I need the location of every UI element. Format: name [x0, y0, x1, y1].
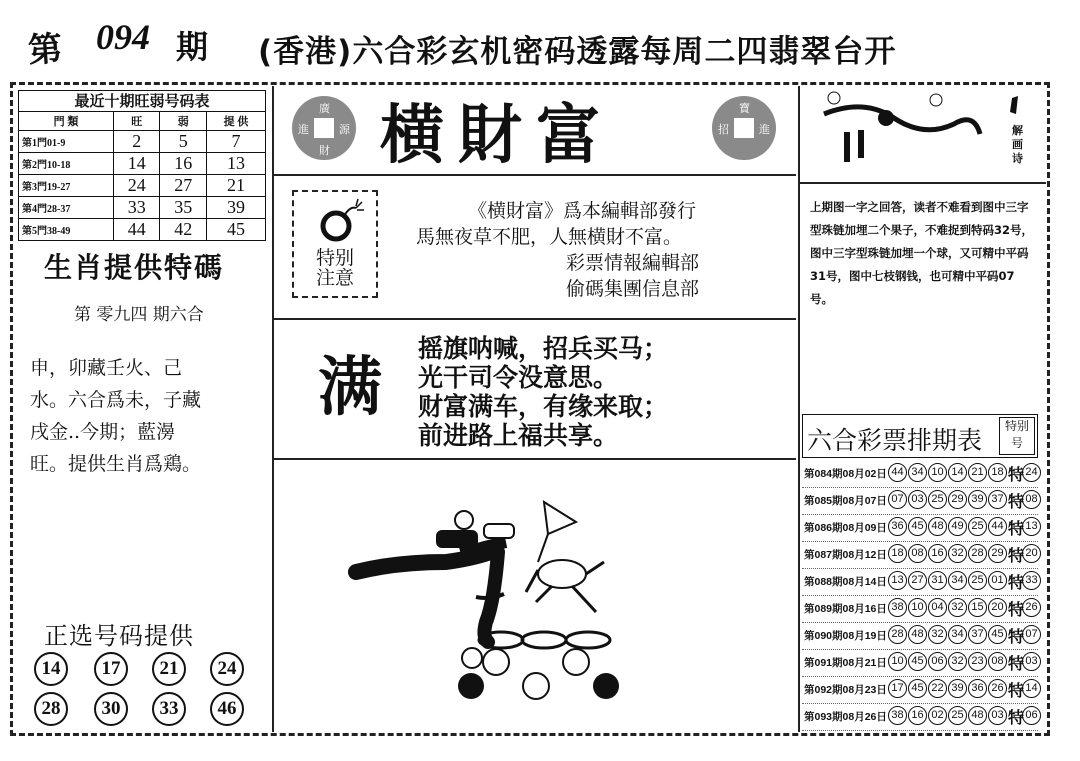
draw-number: 48	[908, 625, 927, 644]
schedule-row	[802, 703, 1038, 731]
zodiac-subtitle: 第 零九四 期六合	[74, 305, 204, 325]
column-header: 旺	[114, 112, 160, 131]
draw-number: 38	[888, 706, 907, 725]
draw-date: 第088期08月14日	[804, 576, 887, 588]
draw-number: 02	[928, 706, 947, 725]
cell: 27	[160, 175, 206, 197]
poem-line: 光干司令没意思。	[418, 363, 619, 392]
schedule-row	[802, 487, 1038, 515]
draw-number: 18	[888, 544, 907, 563]
draw-number: 10	[928, 463, 947, 482]
draw-number: 44	[888, 463, 907, 482]
riddle-illustration	[276, 462, 794, 730]
cell: 14	[114, 153, 160, 175]
special-mark: 特	[1008, 519, 1025, 538]
draw-number: 32	[948, 598, 967, 617]
special-mark: 特	[1008, 708, 1025, 727]
special-number: 07	[1022, 625, 1041, 644]
draw-number: 49	[948, 517, 967, 536]
special-number: 24	[1022, 463, 1041, 482]
draw-number: 16	[908, 706, 927, 725]
intro-line: 偷碼集團信息部	[566, 278, 700, 300]
draw-date: 第091期08月21日	[804, 657, 887, 669]
draw-number: 10	[908, 598, 927, 617]
draw-number: 45	[908, 652, 927, 671]
cell: 21	[206, 175, 265, 197]
special-mark: 特	[1008, 492, 1025, 511]
row-label: 第1門01-9	[19, 131, 114, 153]
cell: 33	[114, 197, 160, 219]
schedule-row	[802, 568, 1038, 596]
special-number: 33	[1022, 571, 1041, 590]
notice-label	[296, 248, 374, 288]
intro-line: 《横財富》爲本編輯部發行	[468, 200, 697, 222]
cell: 35	[160, 197, 206, 219]
draw-number: 48	[968, 706, 987, 725]
notice-line: 注意	[315, 267, 354, 289]
draw-number: 25	[968, 571, 987, 590]
draw-number: 44	[988, 517, 1007, 536]
cell: 2	[114, 131, 160, 153]
cell: 5	[160, 131, 206, 153]
cell: 13	[206, 153, 265, 175]
picks-title: 正选号码提供	[44, 622, 194, 650]
draw-date: 第085期08月07日	[804, 495, 887, 507]
poem-line: 前进路上福共享。	[418, 421, 619, 450]
table-row	[19, 175, 266, 197]
draw-date: 第087期08月12日	[804, 549, 887, 561]
draw-number: 23	[968, 652, 987, 671]
issue-suffix: 期	[176, 29, 209, 65]
draw-number: 25	[928, 490, 947, 509]
hot-cold-table	[18, 90, 266, 241]
coin-icon	[292, 96, 356, 160]
coin-char: 進	[759, 123, 770, 136]
special-number: 13	[1022, 517, 1041, 536]
draw-number: 26	[988, 679, 1007, 698]
column-header: 弱	[160, 112, 206, 131]
draw-number: 29	[948, 490, 967, 509]
coin-icon	[712, 96, 776, 160]
draw-number: 27	[908, 571, 927, 590]
draw-number: 38	[888, 598, 907, 617]
special-mark: 特	[1008, 573, 1025, 592]
schedule-row	[802, 541, 1038, 569]
row-label: 第5門38-49	[19, 219, 114, 241]
special-mark: 特	[1008, 546, 1025, 565]
draw-number: 36	[888, 517, 907, 536]
draw-number: 08	[908, 544, 927, 563]
draw-number: 39	[968, 490, 987, 509]
draw-number: 01	[988, 571, 1007, 590]
special-number: 08	[1022, 490, 1041, 509]
draw-number: 29	[988, 544, 1007, 563]
table-row	[19, 131, 266, 153]
page-title: (香港)六合彩玄机密码透露每周二四翡翠台开	[258, 34, 897, 70]
table-row	[19, 197, 266, 219]
zodiac-line: 水。六合爲未，子藏	[30, 389, 202, 411]
column-header: 門 類	[19, 112, 114, 131]
draw-number: 21	[968, 463, 987, 482]
issue-prefix: 第	[27, 30, 64, 71]
zodiac-title: 生肖提供特碼	[44, 251, 225, 284]
draw-number: 36	[968, 679, 987, 698]
divider	[274, 458, 796, 460]
pick-number: 33	[152, 692, 186, 726]
draw-number: 04	[928, 598, 947, 617]
draw-number: 06	[928, 652, 947, 671]
draw-number: 10	[888, 652, 907, 671]
draw-number: 45	[908, 679, 927, 698]
schedule-row	[802, 460, 1038, 488]
coin-char: 源	[339, 123, 350, 136]
divider	[798, 182, 1046, 184]
cell: 42	[160, 219, 206, 241]
special-number: 14	[1022, 679, 1041, 698]
notice-line: 特别	[315, 247, 354, 269]
draw-number: 45	[988, 625, 1007, 644]
row-label: 第4門28-37	[19, 197, 114, 219]
zodiac-text	[30, 352, 254, 480]
column-header: 提 供	[206, 112, 265, 131]
draw-number: 32	[928, 625, 947, 644]
issue-number: 094	[96, 17, 150, 57]
riddle-picture	[804, 88, 1038, 178]
pick-number: 24	[210, 652, 244, 686]
row-label: 第2門10-18	[19, 153, 114, 175]
draw-number: 08	[988, 652, 1007, 671]
pick-number: 28	[34, 692, 68, 726]
draw-number: 45	[908, 517, 927, 536]
draw-number: 20	[988, 598, 1007, 617]
draw-number: 07	[888, 490, 907, 509]
draw-number: 37	[988, 490, 1007, 509]
draw-number: 32	[948, 652, 967, 671]
draw-number: 34	[948, 625, 967, 644]
draw-date: 第084期08月02日	[804, 468, 887, 480]
schedule-row	[802, 676, 1038, 704]
draw-number: 25	[968, 517, 987, 536]
draw-number: 28	[968, 544, 987, 563]
header-banner	[0, 0, 1080, 80]
riddle-answer-note: 上期图一字之回答，读者不难看到图中三字型珠链加埋二个果子，不难捉到特码32号，图中三字型珠链加埋一个球，又可精中平码31号，图中七枝钢钱，也可精中平码07号。	[810, 200, 1034, 306]
logo-title: 横財富	[380, 98, 614, 173]
draw-number: 17	[888, 679, 907, 698]
row-label: 第3門19-27	[19, 175, 114, 197]
schedule-row	[802, 514, 1038, 542]
pick-number: 14	[34, 652, 68, 686]
draw-date: 第090期08月19日	[804, 630, 887, 642]
special-mark: 特	[1008, 465, 1025, 484]
special-mark: 特	[1008, 681, 1025, 700]
special-mark: 特	[1008, 600, 1025, 619]
intro-line: 彩票情報編輯部	[566, 252, 700, 274]
pick-number: 17	[94, 652, 128, 686]
poem-text	[418, 334, 668, 450]
draw-number: 25	[948, 706, 967, 725]
draw-number: 22	[928, 679, 947, 698]
schedule-row	[802, 622, 1038, 650]
bomb-icon	[294, 194, 376, 254]
poem-line: 财富满车，有缘来取；	[418, 392, 669, 421]
special-mark: 特	[1008, 627, 1025, 646]
draw-number: 03	[908, 490, 927, 509]
draw-number: 48	[928, 517, 947, 536]
draw-number: 28	[888, 625, 907, 644]
draw-number: 03	[988, 706, 1007, 725]
intro-line: 馬無夜草不肥，人無横財不富。	[416, 226, 683, 248]
divider	[274, 318, 796, 320]
special-number: 26	[1022, 598, 1041, 617]
table-row	[19, 153, 266, 175]
draw-number: 15	[968, 598, 987, 617]
riddle-side-label: 解画诗	[1012, 124, 1023, 165]
cell: 7	[206, 131, 265, 153]
special-number-label: 特别号	[999, 417, 1035, 455]
special-mark: 特	[1008, 654, 1025, 673]
draw-number: 13	[888, 571, 907, 590]
cell: 24	[114, 175, 160, 197]
poem-line: 摇旗呐喊，招兵买马；	[418, 334, 669, 363]
draw-number: 32	[948, 544, 967, 563]
draw-number: 34	[948, 571, 967, 590]
coin-char: 招	[718, 123, 729, 136]
draw-number: 34	[908, 463, 927, 482]
draw-date: 第093期08月26日	[804, 711, 887, 723]
draw-number: 16	[928, 544, 947, 563]
poem-big-char: 满	[318, 351, 382, 425]
pick-number: 30	[94, 692, 128, 726]
draw-number: 14	[948, 463, 967, 482]
draw-date: 第086期08月09日	[804, 522, 887, 534]
pick-number: 46	[210, 692, 244, 726]
zodiac-line: 申，卯藏壬火、己	[30, 357, 183, 379]
cell: 44	[114, 219, 160, 241]
cell: 45	[206, 219, 265, 241]
draw-number: 39	[948, 679, 967, 698]
special-number: 06	[1022, 706, 1041, 725]
cell: 16	[160, 153, 206, 175]
coin-char: 財	[319, 144, 330, 157]
draw-date: 第089期08月16日	[804, 603, 887, 615]
zodiac-line: 戌金..今期；藍澷	[30, 421, 176, 443]
special-number: 20	[1022, 544, 1041, 563]
cell: 39	[206, 197, 265, 219]
coin-char: 廣	[319, 102, 330, 115]
special-number: 03	[1022, 652, 1041, 671]
zodiac-line: 旺。提供生肖爲鶏。	[30, 453, 202, 475]
schedule-row	[802, 649, 1038, 677]
table-row	[19, 219, 266, 241]
schedule-row	[802, 595, 1038, 623]
schedule-title: 六合彩票排期表	[807, 426, 983, 455]
draw-number: 37	[968, 625, 987, 644]
coin-char: 進	[298, 123, 309, 136]
table-caption: 最近十期旺弱号码表	[18, 90, 266, 111]
coin-char: 寶	[739, 102, 750, 115]
pick-number: 21	[152, 652, 186, 686]
schedule-title-box	[802, 414, 1038, 458]
draw-date: 第092期08月23日	[804, 684, 887, 696]
draw-number: 18	[988, 463, 1007, 482]
draw-number: 31	[928, 571, 947, 590]
